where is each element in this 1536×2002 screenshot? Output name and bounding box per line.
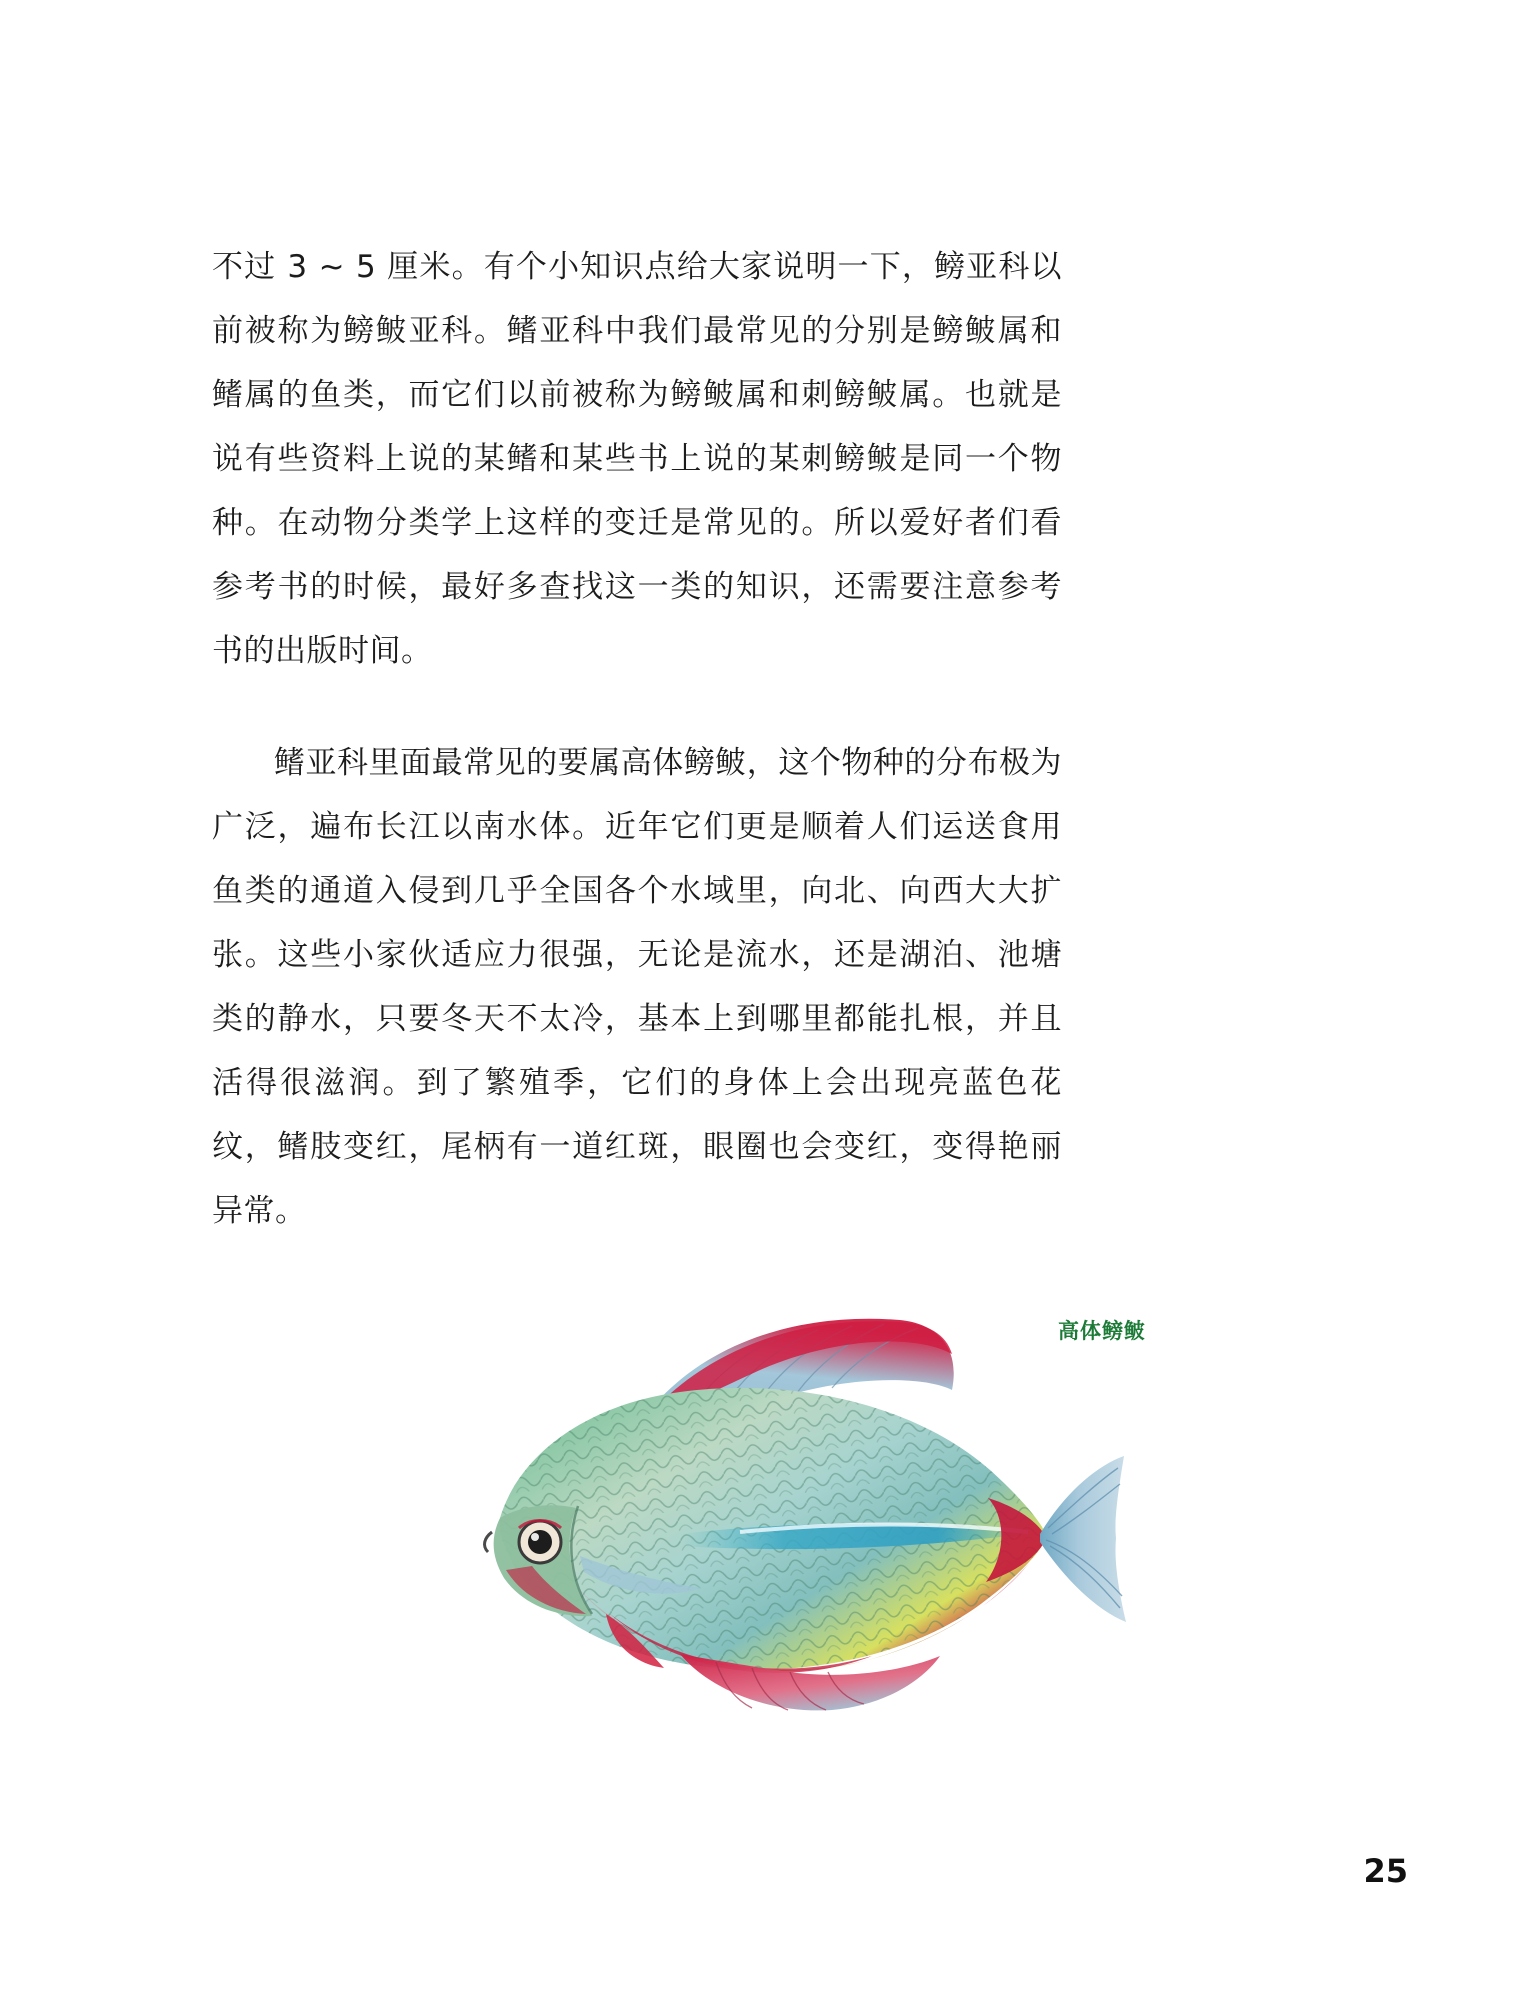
fish-illustration — [380, 1270, 1140, 1750]
body-text-column — [212, 235, 1062, 1243]
page-number: 25 — [1363, 1852, 1408, 1890]
caudal-fin — [1040, 1456, 1126, 1622]
figure-caption: 高体鳑鲏 — [1058, 1319, 1146, 1343]
paragraph-2: 鳍亚科里面最常见的要属高体鳑鲏，这个物种的分布极为广泛，遍布长江以南水体。近年它们更是顺着人们运送食用鱼类的通道入侵到几乎全国各个水域里，向北、向西大大扩张。这些小家伙适应力很强，无论是流水，还是湖泊、池塘类的静水，只要冬天不太冷，基本上到哪里都能扎根，并且活得很滋润。到了繁殖季，它们的身体上会出现亮蓝色花纹，鳍肢变红，尾柄有一道红斑，眼圈也会变红，变得艳丽异常。 — [212, 745, 1062, 1229]
paragraph-1: 不过 3 ~ 5 厘米。有个小知识点给大家说明一下，鳑亚科以前被称为鳑鲏亚科。鳍亚科中我们最常见的分别是鳑鲏属和鳍属的鱼类，而它们以前被称为鳑鲏属和刺鳑鲏属。也就是说有些资料上说的某鳍和某些书上说的某刺鳑鲏是同一个物种。在动物分类学上这样的变迁是常见的。所以爱好者们看参考书的时候，最好多查找这一类的知识，还需要注意参考书的出版时间。 — [212, 249, 1062, 669]
